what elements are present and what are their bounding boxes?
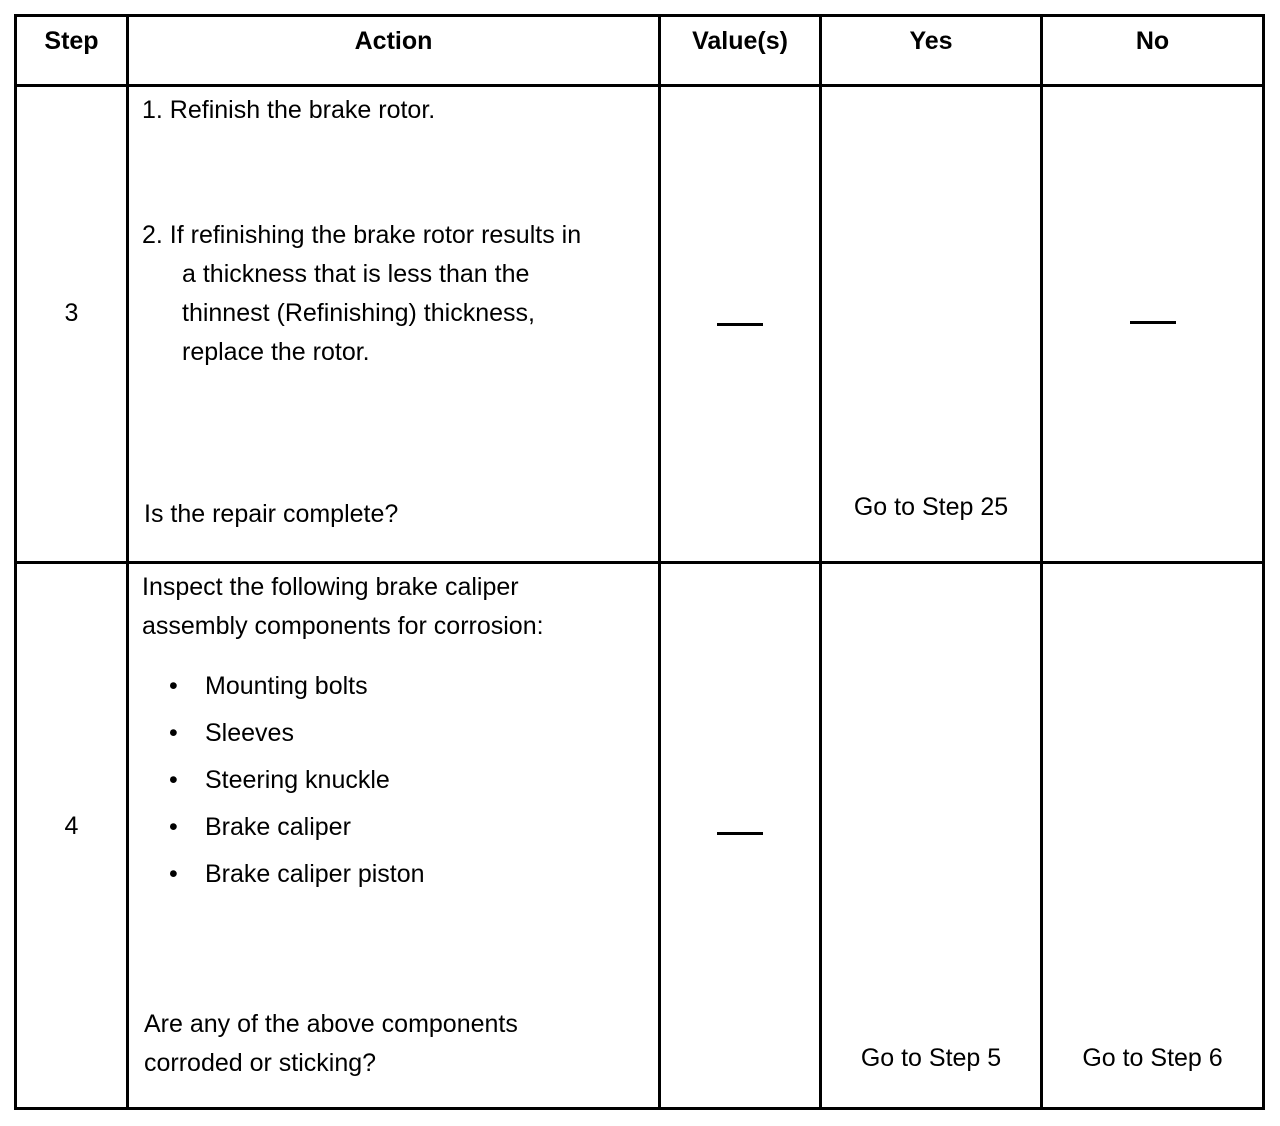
action-question-line-1: Are any of the above components (144, 1010, 518, 1038)
header-step: Step (16, 16, 128, 86)
yes-cell (821, 86, 1042, 563)
header-no: No (1042, 16, 1264, 86)
header-yes: Yes (821, 16, 1042, 86)
list-item (169, 762, 425, 809)
step-number: 4 (64, 812, 79, 840)
values-dash (717, 323, 763, 326)
action-item-2-line-2: a thickness that is less than the (182, 260, 530, 288)
no-cell (1042, 563, 1264, 1109)
values-dash (717, 832, 763, 835)
list-item (169, 856, 425, 903)
list-item-label: Sleeves (205, 719, 294, 747)
values-cell (660, 86, 821, 563)
action-intro-line-1: Inspect the following brake caliper (142, 573, 519, 601)
step-cell (16, 86, 128, 563)
list-item (169, 715, 425, 762)
action-intro-line-2: assembly components for corrosion: (142, 612, 544, 640)
no-dash (1130, 321, 1176, 324)
bullet-icon: • (169, 672, 178, 700)
list-item-label: Brake caliper piston (205, 860, 425, 888)
step-number: 3 (64, 299, 79, 327)
step-cell (16, 563, 128, 1109)
values-cell (660, 563, 821, 1109)
list-item (169, 668, 425, 715)
list-item-label: Brake caliper (205, 813, 351, 841)
no-cell (1042, 86, 1264, 563)
no-goto: Go to Step 6 (1082, 1044, 1223, 1072)
header-action: Action (128, 16, 660, 86)
yes-goto: Go to Step 25 (853, 493, 1009, 521)
header-values: Value(s) (660, 16, 821, 86)
bullet-icon: • (169, 860, 178, 888)
yes-goto: Go to Step 5 (860, 1044, 1002, 1072)
list-item-label: Mounting bolts (205, 672, 368, 700)
bullet-icon: • (169, 813, 178, 841)
action-question-line-2: corroded or sticking? (144, 1049, 377, 1077)
action-item-2-line-1: 2. If refinishing the brake rotor results in (142, 221, 582, 249)
action-item-2-line-4: replace the rotor. (182, 338, 370, 366)
action-cell (128, 86, 660, 563)
bullet-icon: • (169, 719, 178, 747)
header-row (16, 16, 1264, 86)
action-question: Is the repair complete? (144, 500, 399, 528)
action-cell (128, 563, 660, 1109)
component-list (169, 668, 425, 903)
yes-cell (821, 563, 1042, 1109)
bullet-icon: • (169, 766, 178, 794)
table-row (16, 86, 1264, 563)
list-item-label: Steering knuckle (205, 766, 390, 794)
action-item-2-line-3: thinnest (Refinishing) thickness, (182, 299, 535, 327)
diagnostic-table (14, 14, 1265, 1110)
list-item (169, 809, 425, 856)
table-row (16, 563, 1264, 1109)
action-item-1: 1. Refinish the brake rotor. (142, 96, 436, 124)
